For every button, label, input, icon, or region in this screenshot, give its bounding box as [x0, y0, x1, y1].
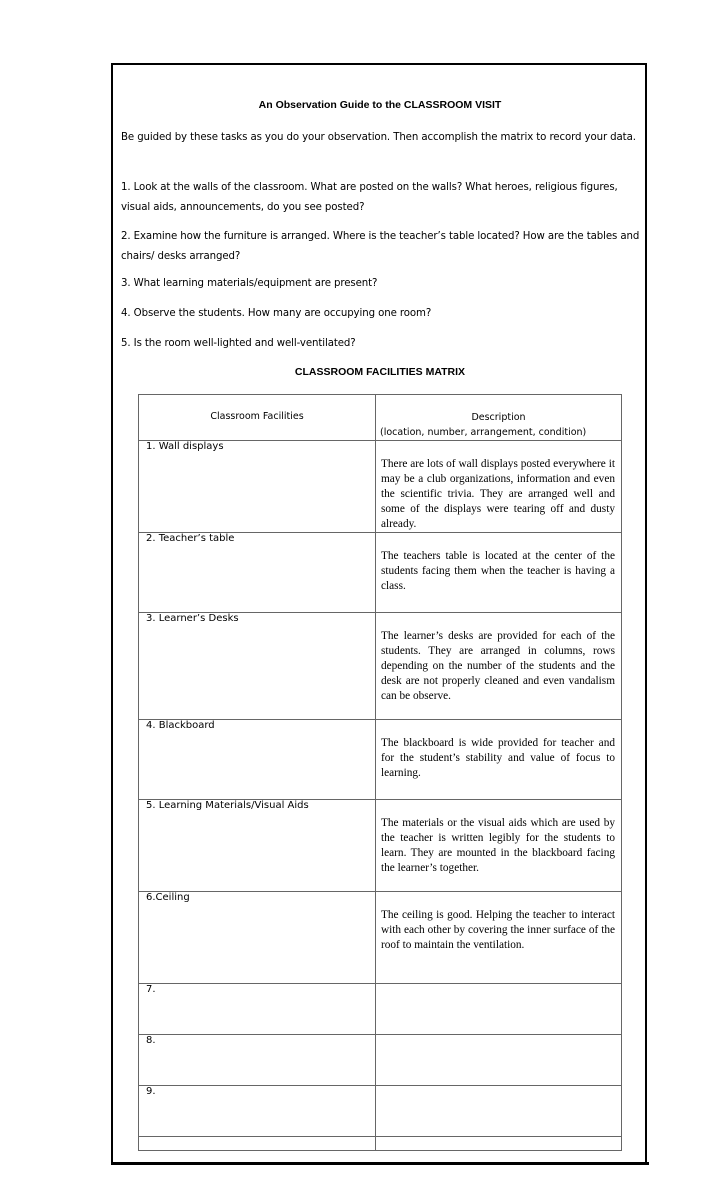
table-row	[139, 800, 622, 892]
table-row	[139, 441, 622, 533]
facility-cell-empty	[139, 1137, 376, 1151]
table-row	[139, 1035, 622, 1086]
task-1: 1. Look at the walls of the classroom. What are posted on the walls? What heroes, religious figures, visual aids, announcements, do you see posted?	[121, 182, 618, 213]
description-cell: The teachers table is located at the center of the students facing them when the teacher is having a class.	[376, 533, 622, 613]
facilities-matrix	[138, 394, 622, 1151]
table-row	[139, 720, 622, 800]
description-cell	[376, 1035, 622, 1086]
facility-cell: 4. Blackboard	[139, 720, 376, 800]
facility-cell: 5. Learning Materials/Visual Aids	[139, 800, 376, 892]
description-cell: The ceiling is good. Helping the teacher to interact with each other by covering the inner surface of the roof to maintain the ventilation.	[376, 892, 622, 984]
description-cell: The learner’s desks are provided for each of the students. They are arranged in columns, rows depending on the number of the students and the desk are not properly cleaned and even vandalism can be observe.	[376, 613, 622, 720]
matrix-header-row	[139, 395, 622, 441]
matrix-title: CLASSROOM FACILITIES MATRIX	[294, 366, 466, 378]
header-description	[376, 395, 622, 441]
header-description-label: Description	[471, 412, 526, 423]
facility-cell: 2. Teacher’s table	[139, 533, 376, 613]
facility-cell: 6.Ceiling	[139, 892, 376, 984]
table-row	[139, 892, 622, 984]
facility-cell: 1. Wall displays	[139, 441, 376, 533]
description-cell-empty	[376, 1137, 622, 1151]
table-row	[139, 533, 622, 613]
facility-cell: 7.	[139, 984, 376, 1035]
facility-cell: 8.	[139, 1035, 376, 1086]
table-row	[139, 1086, 622, 1137]
header-classroom-facilities: Classroom Facilities	[139, 395, 376, 441]
description-cell	[376, 1086, 622, 1137]
task-3: 3. What learning materials/equipment are present?	[121, 278, 378, 289]
description-cell: The blackboard is wide provided for teacher and for the student’s stability and value of focus to learning.	[376, 720, 622, 800]
facility-cell: 3. Learner’s Desks	[139, 613, 376, 720]
task-5: 5. Is the room well-lighted and well-ventilated?	[121, 338, 356, 349]
page-bottom-rule	[111, 1162, 649, 1165]
table-row	[139, 984, 622, 1035]
description-cell: There are lots of wall displays posted everywhere it may be a club organizations, information and even the scientific trivia. They are arranged well and some of the displays were tearing off and dusty already.	[376, 441, 622, 533]
facility-cell: 9.	[139, 1086, 376, 1137]
document-title: An Observation Guide to the CLASSROOM VISIT	[258, 99, 502, 111]
intro-paragraph: Be guided by these tasks as you do your observation. Then accomplish the matrix to record your data.	[121, 132, 636, 143]
table-row-partial	[139, 1137, 622, 1151]
header-description-sub: (location, number, arrangement, condition)	[380, 427, 587, 438]
description-cell: The materials or the visual aids which are used by the teacher is written legibly for the students to learn. They are mounted in the blackboard facing the learner’s together.	[376, 800, 622, 892]
table-row	[139, 613, 622, 720]
task-4: 4. Observe the students. How many are occupying one room?	[121, 308, 432, 319]
description-cell	[376, 984, 622, 1035]
task-2: 2. Examine how the furniture is arranged. Where is the teacher’s table located? How are the tables and chairs/ desks arranged?	[121, 231, 640, 262]
